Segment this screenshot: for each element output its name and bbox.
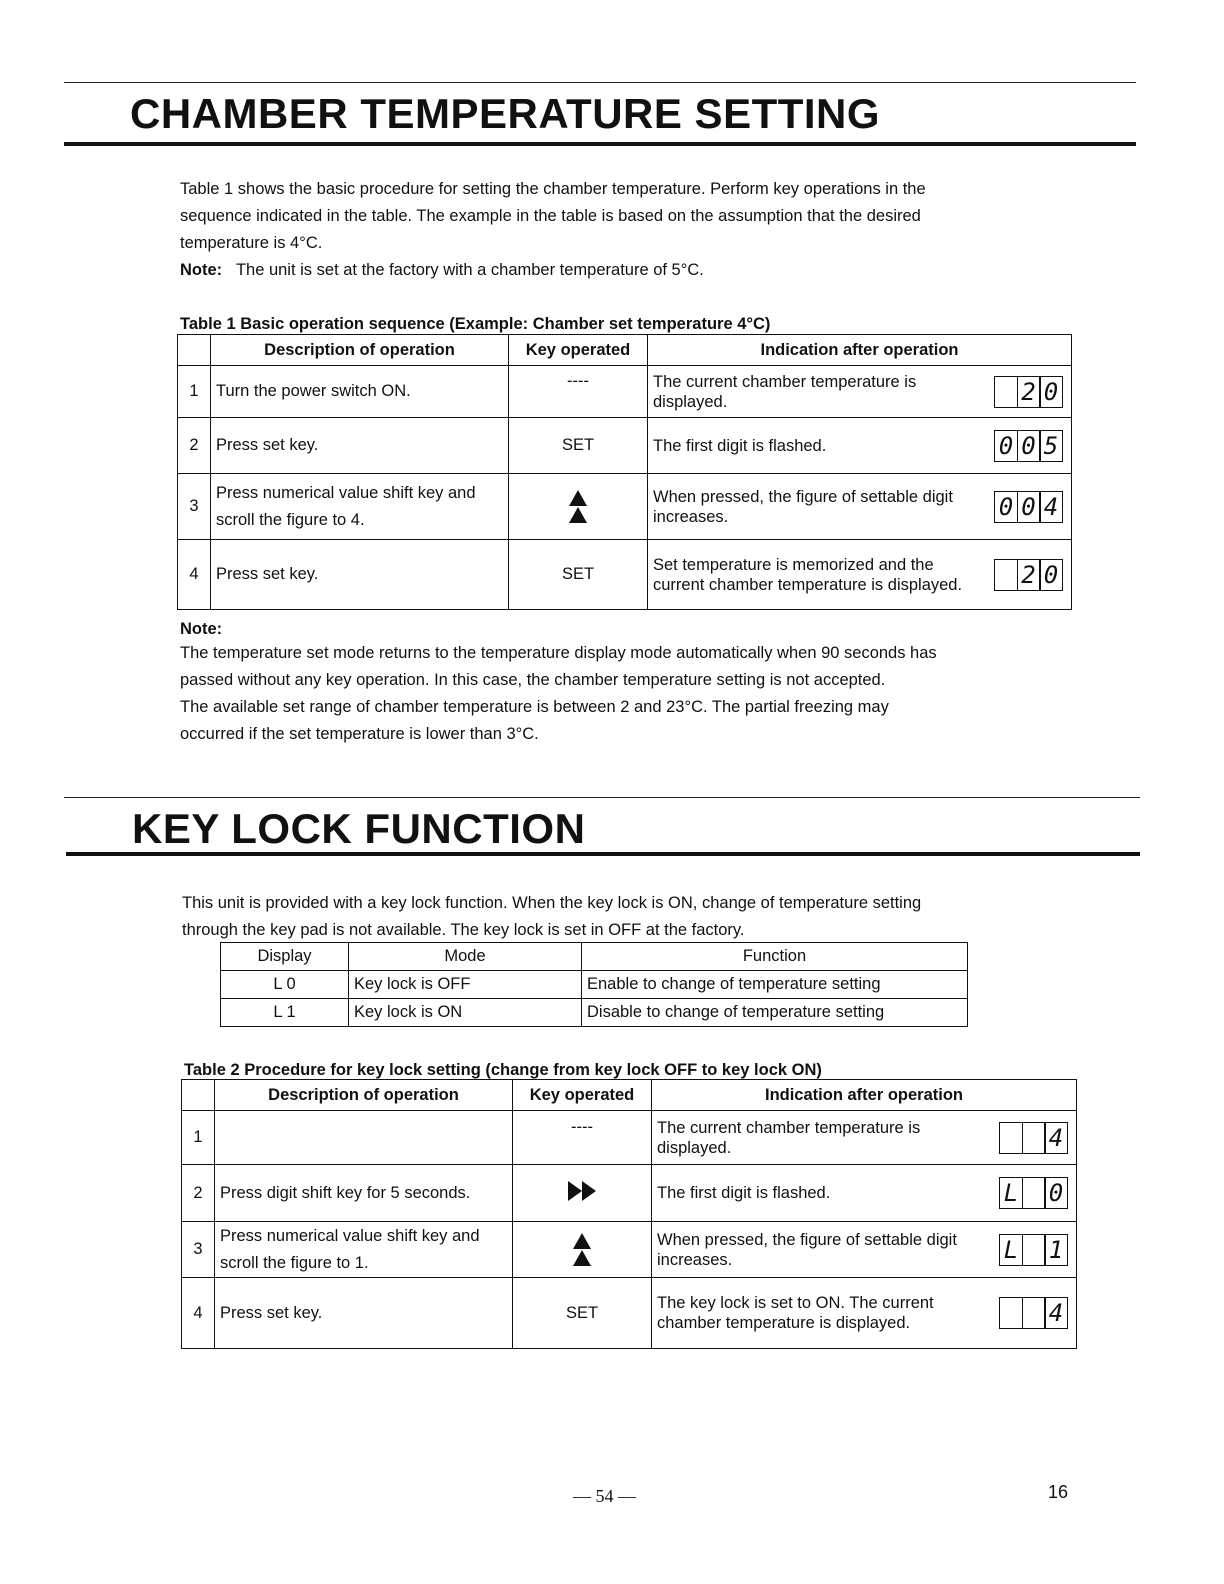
note-label: Note:: [180, 261, 223, 279]
header-num: [178, 335, 211, 366]
key-operated: [513, 1278, 652, 1349]
header-key: Key operated: [513, 1080, 652, 1111]
lcd-digit: 4: [1044, 1297, 1068, 1329]
intro-line: This unit is provided with a key lock function. When the key lock is ON, change of temperature setting: [182, 894, 922, 912]
section-title-chamber-temperature: CHAMBER TEMPERATURE SETTING: [130, 90, 881, 137]
step-number: 2: [178, 418, 211, 474]
note2-line: passed without any key operation. In this case, the chamber temperature setting is not accepted.: [180, 671, 886, 689]
top-rule: [64, 82, 1136, 83]
indication: [652, 1278, 1077, 1349]
mode-header-display: Display: [221, 943, 349, 971]
indication-text: The first digit is flashed.: [657, 1184, 831, 1202]
mode-display: L 1: [221, 999, 349, 1027]
key-label: ----: [571, 1118, 593, 1136]
step-number: 3: [182, 1222, 215, 1278]
step-number: 2: [182, 1165, 215, 1222]
fast-forward-icon: [568, 1187, 596, 1205]
key-operated: [513, 1222, 652, 1278]
lcd-digit: 4: [1044, 1122, 1068, 1154]
lcd-digit: 0: [1039, 559, 1063, 591]
table-row: [178, 540, 1072, 610]
key-operated: [509, 540, 648, 610]
intro-line: temperature is 4°C.: [180, 234, 323, 252]
indication-text: The current chamber temperature is displayed.: [653, 372, 917, 411]
section2-intro: [182, 890, 1042, 944]
table-row: [221, 971, 968, 999]
indication: [652, 1222, 1077, 1278]
lcd-display: [1001, 1177, 1069, 1209]
lcd-digit: 0: [994, 430, 1018, 462]
lcd-digit: 5: [1039, 430, 1063, 462]
key-label: SET: [561, 565, 595, 583]
lcd-digit: [1022, 1297, 1046, 1329]
key-operated: [513, 1111, 652, 1165]
lcd-display: [996, 376, 1064, 408]
title-underline: [64, 142, 1136, 146]
lcd-digit: L: [999, 1177, 1023, 1209]
step-description: [215, 1111, 513, 1165]
note-text: The unit is set at the factory with a chamber temperature of 5°C.: [235, 261, 704, 279]
mode-header-function: Function: [582, 943, 968, 971]
section1-intro: [180, 176, 1040, 284]
table1-operation-sequence: [177, 334, 1072, 610]
lcd-digit: L: [999, 1234, 1023, 1266]
table2-key-lock-procedure: [181, 1079, 1077, 1349]
note2-line: occurred if the set temperature is lower than 3°C.: [180, 725, 539, 743]
note2-label: Note:: [180, 620, 223, 638]
indication: [648, 474, 1072, 540]
lcd-digit: [999, 1122, 1023, 1154]
section-title-key-lock: KEY LOCK FUNCTION: [132, 805, 586, 852]
lcd-digit: 2: [1017, 559, 1041, 591]
indication: [648, 540, 1072, 610]
key-label: SET: [565, 1303, 599, 1322]
table-row: [182, 1222, 1077, 1278]
key-operated: [509, 418, 648, 474]
lcd-display: [1001, 1297, 1069, 1329]
header-indication: Indication after operation: [652, 1080, 1077, 1111]
table-row: [182, 1165, 1077, 1222]
key-label: ----: [567, 372, 589, 390]
table2-caption: Table 2 Procedure for key lock setting (change from key lock OFF to key lock ON): [184, 1061, 822, 1079]
header-indication: Indication after operation: [648, 335, 1072, 366]
indication: [652, 1165, 1077, 1222]
section2-top-rule: [64, 797, 1140, 798]
indication: [648, 366, 1072, 418]
lcd-digit: [994, 559, 1018, 591]
intro-line: sequence indicated in the table. The example in the table is based on the assumption that the desired: [180, 207, 921, 225]
step-number: 1: [178, 366, 211, 418]
table1-caption: Table 1 Basic operation sequence (Example: Chamber set temperature 4°C): [180, 315, 771, 333]
lcd-digit: 0: [1039, 376, 1063, 408]
lcd-display: [1001, 1122, 1069, 1154]
lcd-digit: [1022, 1177, 1046, 1209]
note2-line: The available set range of chamber temperature is between 2 and 23°C. The partial freezing may: [180, 698, 889, 716]
table-row: [178, 366, 1072, 418]
mode-mode: Key lock is OFF: [349, 971, 582, 999]
lcd-digit: 0: [994, 491, 1018, 523]
step-number: 4: [178, 540, 211, 610]
key-operated: [509, 366, 648, 418]
up-arrow-icon: [573, 1233, 591, 1266]
lcd-display: [996, 430, 1064, 462]
step-number: 4: [182, 1278, 215, 1349]
lcd-display: [996, 559, 1064, 591]
step-number: 3: [178, 474, 211, 540]
lcd-digit: [999, 1297, 1023, 1329]
lcd-digit: 0: [1044, 1177, 1068, 1209]
indication: [648, 418, 1072, 474]
note2-line: The temperature set mode returns to the temperature display mode automatically when 90 seconds has: [180, 644, 937, 662]
step-description: Press digit shift key for 5 seconds.: [215, 1165, 513, 1222]
indication-text: The key lock is set to ON. The current chamber temperature is displayed.: [657, 1294, 934, 1332]
table-row: [221, 999, 968, 1027]
step-description: Press set key.: [211, 418, 509, 474]
mode-mode: Key lock is ON: [349, 999, 582, 1027]
mode-display: L 0: [221, 971, 349, 999]
key-operated: [509, 474, 648, 540]
lcd-digit: 0: [1017, 430, 1041, 462]
lcd-digit: [1022, 1234, 1046, 1266]
key-operated: [513, 1165, 652, 1222]
step-description: Press numerical value shift key and scroll the figure to 1.: [215, 1222, 513, 1278]
step-description: Press set key.: [215, 1278, 513, 1349]
table-row: [178, 418, 1072, 474]
indication: [652, 1111, 1077, 1165]
key-lock-mode-table: [220, 942, 968, 1027]
step-description: Press numerical value shift key and scroll the figure to 4.: [211, 474, 509, 540]
header-description: Description of operation: [215, 1080, 513, 1111]
indication-text: When pressed, the figure of settable digit increases.: [653, 487, 953, 526]
lcd-digit: 0: [1017, 491, 1041, 523]
table-row: [182, 1111, 1077, 1165]
page-number-right: 16: [1048, 1482, 1069, 1502]
indication-text: The first digit is flashed.: [653, 436, 827, 455]
step-description: Press set key.: [211, 540, 509, 610]
lcd-digit: 2: [1017, 376, 1041, 408]
table-row: [182, 1278, 1077, 1349]
step-description: Turn the power switch ON.: [211, 366, 509, 418]
intro-line: Table 1 shows the basic procedure for setting the chamber temperature. Perform key operations in the: [180, 180, 926, 198]
indication-text: The current chamber temperature is displayed.: [657, 1118, 921, 1157]
lcd-digit: 4: [1039, 491, 1063, 523]
lcd-digit: [994, 376, 1018, 408]
table-row: [178, 474, 1072, 540]
lcd-display: [996, 491, 1064, 523]
indication-text: Set temperature is memorized and the current chamber temperature is displayed.: [653, 555, 963, 594]
note2-text: [180, 640, 1040, 748]
lcd-digit: [1022, 1122, 1046, 1154]
lcd-display: [1001, 1234, 1069, 1266]
indication-text: When pressed, the figure of settable digit increases.: [657, 1230, 957, 1269]
page-number-center: — 54 —: [573, 1486, 636, 1506]
header-description: Description of operation: [211, 335, 509, 366]
mode-function: Disable to change of temperature setting: [582, 999, 968, 1027]
key-label: SET: [561, 436, 595, 454]
header-num: [182, 1080, 215, 1111]
step-number: 1: [182, 1111, 215, 1165]
mode-function: Enable to change of temperature setting: [582, 971, 968, 999]
lcd-digit: 1: [1044, 1234, 1068, 1266]
up-arrow-icon: [569, 490, 587, 523]
header-key: Key operated: [509, 335, 648, 366]
intro-line: through the key pad is not available. The key lock is set in OFF at the factory.: [182, 921, 745, 939]
section2-title-underline: [66, 852, 1140, 856]
mode-header-mode: Mode: [349, 943, 582, 971]
